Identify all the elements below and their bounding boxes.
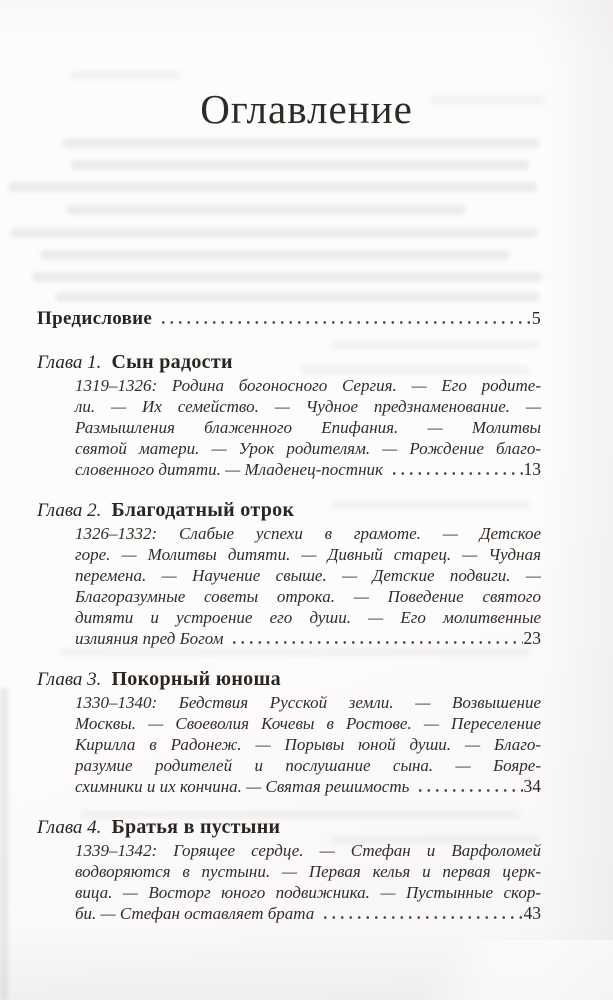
- dot-leader: [321, 916, 522, 919]
- dot-leader: [230, 641, 522, 644]
- chapter-description-line: излияния пред Богом: [75, 629, 224, 648]
- chapter-description-line: Благоразумные советы отрока. — Поведение святого: [75, 587, 541, 606]
- toc-preface-row: [37, 306, 541, 331]
- chapter-title: Сын радости: [111, 351, 233, 373]
- page-number: 23: [523, 628, 541, 648]
- chapter-description-lastline: [75, 459, 541, 480]
- chapter-description-line: 1326–1332: Слабые успехи в грамоте. — Детское: [75, 524, 541, 543]
- bleed-through-line: [66, 205, 466, 215]
- chapter-description-line: дитяти и устроение его души. — Его молитвенные: [75, 608, 541, 627]
- chapter-title: Благодатный отрок: [111, 499, 295, 521]
- chapter-description-line: би. — Стефан оставляет брата: [75, 904, 315, 923]
- dot-leader: [159, 321, 531, 324]
- chapter-title: Братья в пустыни: [111, 816, 281, 838]
- chapter-label: Глава 1.: [37, 352, 102, 373]
- dot-leader: [416, 789, 522, 792]
- bleed-through-line: [70, 160, 530, 170]
- chapter-heading: [37, 498, 541, 523]
- page-number: 43: [523, 903, 541, 923]
- bleed-through-line: [40, 250, 510, 260]
- chapter-label: Глава 4.: [37, 817, 102, 838]
- page-number: 5: [531, 308, 541, 328]
- bottom-highlight: [313, 940, 613, 1000]
- chapter-description: [75, 523, 541, 649]
- chapter-heading: [37, 815, 541, 840]
- chapter-label: Глава 3.: [37, 669, 102, 690]
- chapter-description-line: вица. — Восторг юного подвижника. — Пустынные скор-: [75, 883, 541, 902]
- chapter-description-lastline: [75, 903, 541, 924]
- dot-leader: [390, 472, 523, 475]
- chapter-description-lastline: [75, 628, 541, 649]
- chapter-description-line: водворяются в пустыни. — Первая келья и первая церк-: [75, 862, 541, 881]
- chapter-description-line: ли. — Их семейство. — Чудное предзнаменование. —: [75, 397, 541, 416]
- chapter-description-line: разумие родителей и послушание сына. — Бояре-: [75, 756, 541, 775]
- chapter-description: [75, 375, 541, 480]
- chapter-description-line: горе. — Молитвы дитяти. — Дивный старец. — Чудная: [75, 545, 541, 564]
- bleed-through-line: [10, 228, 538, 238]
- toc-chapter-entry: [37, 350, 541, 480]
- chapter-description: [75, 692, 541, 797]
- chapter-description-line: 1330–1340: Бедствия Русской земли. — Возвышение: [75, 693, 541, 712]
- chapter-description: [75, 840, 541, 924]
- chapter-description-line: словенного дитяти. — Младенец-постник: [75, 460, 383, 479]
- chapter-label: Глава 2.: [37, 500, 102, 521]
- bleed-through-line: [32, 272, 542, 282]
- chapter-description-lastline: [75, 776, 541, 797]
- bleed-through-line: [62, 138, 540, 148]
- preface-label: Предисловие: [37, 308, 153, 329]
- chapter-description-line: святой матери. — Урок родителям. — Рождение благо-: [75, 439, 541, 458]
- chapter-heading: [37, 667, 541, 692]
- chapter-description-line: перемена. — Научение свыше. — Детские подвиги. —: [75, 566, 541, 585]
- chapter-heading: [37, 350, 541, 375]
- bleed-through-line: [8, 182, 538, 192]
- bleed-through-line: [55, 292, 540, 302]
- toc-chapter-entry: [37, 815, 541, 924]
- toc-chapter-entry: [37, 667, 541, 797]
- chapter-title: Покорный юноша: [111, 668, 281, 690]
- chapter-description-line: Кирилла в Радонеж. — Порывы юной души. — Благо-: [75, 735, 541, 754]
- page-number: 13: [523, 459, 541, 479]
- toc-content: [37, 306, 541, 924]
- toc-chapter-entry: [37, 498, 541, 649]
- chapter-description-line: 1339–1342: Горящее сердце. — Стефан и Варфоломей: [75, 841, 541, 860]
- chapter-description-line: схимники и их кончина. — Святая решимость: [75, 777, 410, 796]
- toc-title: Оглавление: [200, 86, 413, 133]
- page-number: 34: [523, 776, 541, 796]
- chapter-description-line: 1319–1326: Родина богоносного Сергия. — Его родите-: [75, 376, 541, 395]
- chapter-description-line: Москвы. — Своеволия Кочевы в Ростове. — Переселение: [75, 714, 541, 733]
- bleed-through-line: [70, 70, 180, 80]
- chapter-description-line: Размышления блаженного Епифания. — Молитвы: [75, 418, 541, 437]
